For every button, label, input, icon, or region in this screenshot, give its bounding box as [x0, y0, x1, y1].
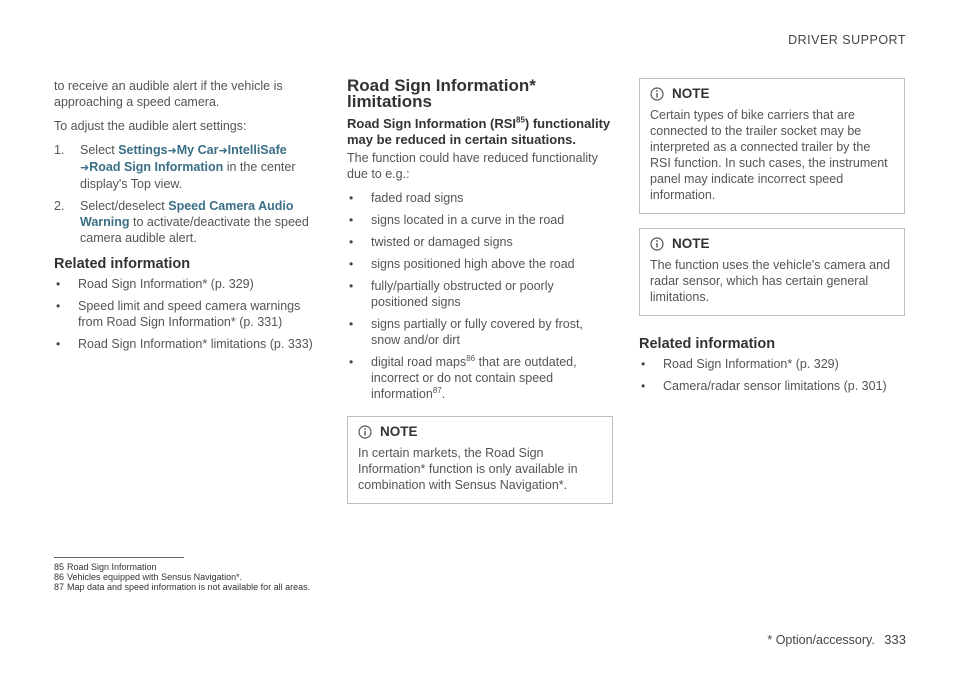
menu-speed-camera-audio-warning: Speed Camera Audio Warning — [80, 199, 294, 229]
note-title: NOTE — [672, 236, 710, 251]
intro-text: to receive an audible alert if the vehicle is approaching a speed camera. — [54, 79, 283, 109]
steps-list — [54, 142, 316, 246]
menu-intellisafe: IntelliSafe — [227, 143, 287, 157]
note-box — [347, 416, 613, 504]
info-circle-icon — [358, 425, 372, 439]
limitation-item: • faded road signs — [347, 190, 613, 206]
note-text: Certain types of bike carriers that are connected to the trailer socket may be interpreted as a connected trailer by the RSI function. In such cases, the instrument panel may indicate incorrect speed information. — [650, 108, 888, 202]
menu-road-sign-information: Road Sign Information — [89, 160, 224, 174]
limitation-item: • fully/partially obstructed or poorly positioned signs — [347, 278, 613, 310]
footnotes — [54, 562, 310, 592]
option-accessory-note: * Option/accessory. — [767, 633, 875, 647]
note-box — [639, 228, 905, 316]
limitations-list — [347, 190, 613, 402]
limitation-item: • digital road maps$^{86}$ that are outdated, incorrect or do not contain speed information$^{87}$. — [347, 354, 613, 402]
menu-settings: Settings — [118, 143, 168, 157]
limitation-item: • twisted or damaged signs — [347, 234, 613, 250]
note-title: NOTE — [672, 86, 710, 101]
step-number: 2. — [54, 199, 65, 213]
page-number: 333 — [884, 632, 906, 647]
limitation-item: • signs partially or fully covered by frost, snow and/or dirt — [347, 316, 613, 348]
note-text: The function uses the vehicle's camera and radar sensor, which has certain general limitations. — [650, 258, 891, 304]
footnote: 86 Vehicles equipped with Sensus Navigation*. — [54, 572, 243, 582]
step-1: 1. Select Settings➜My Car➜IntelliSafe ➜Road Sign Information in the center display's Top view. — [54, 143, 296, 191]
section-header: DRIVER SUPPORT — [788, 33, 906, 47]
step-2: 2. Select/deselect Speed Camera Audio Warning to activate/deactivate the speed camera audible alert. — [54, 199, 309, 245]
related-link[interactable]: • Road Sign Information* (p. 329) — [54, 276, 316, 292]
footnote: 85 Road Sign Information — [54, 562, 157, 572]
arrow-right-icon: ➜ — [218, 145, 228, 157]
related-list — [54, 276, 316, 352]
related-list — [639, 356, 905, 394]
column-right — [639, 78, 905, 400]
arrow-right-icon: ➜ — [167, 145, 177, 157]
menu-my-car: My Car — [176, 143, 219, 157]
related-information-heading: Related information — [54, 256, 191, 272]
column-middle — [347, 78, 613, 518]
info-circle-icon — [650, 87, 664, 101]
note-box — [639, 78, 905, 214]
info-circle-icon — [650, 237, 664, 251]
footnote-divider — [54, 557, 184, 558]
column-left — [54, 78, 316, 358]
page-footer — [767, 632, 906, 647]
limitation-item: • signs located in a curve in the road — [347, 212, 613, 228]
related-link[interactable]: • Road Sign Information* (p. 329) — [639, 356, 905, 372]
note-text: In certain markets, the Road Sign Information* function is only available in combination with Sensus Navigation*. — [358, 446, 578, 492]
related-link[interactable]: • Road Sign Information* limitations (p. 333) — [54, 336, 316, 352]
intro-text-2: To adjust the audible alert settings: — [54, 119, 247, 133]
related-information-heading: Related information — [639, 336, 776, 352]
footnote: 87 Map data and speed information is not available for all areas. — [54, 582, 311, 592]
related-link[interactable]: • Camera/radar sensor limitations (p. 301) — [639, 378, 905, 394]
section-title: Road Sign Information* limitations — [347, 76, 536, 111]
related-link[interactable]: • Speed limit and speed camera warnings from Road Sign Information* (p. 331) — [54, 298, 316, 330]
arrow-right-icon: ➜ — [80, 162, 90, 174]
limitation-item: • signs positioned high above the road — [347, 256, 613, 272]
note-title: NOTE — [380, 424, 418, 439]
step-number: 1. — [54, 143, 65, 157]
section-subheading: Road Sign Information (RSI$^{85}$) functionality may be reduced in certain situations. — [347, 115, 611, 147]
limitations-intro: The function could have reduced functionality due to e.g.: — [347, 151, 598, 181]
